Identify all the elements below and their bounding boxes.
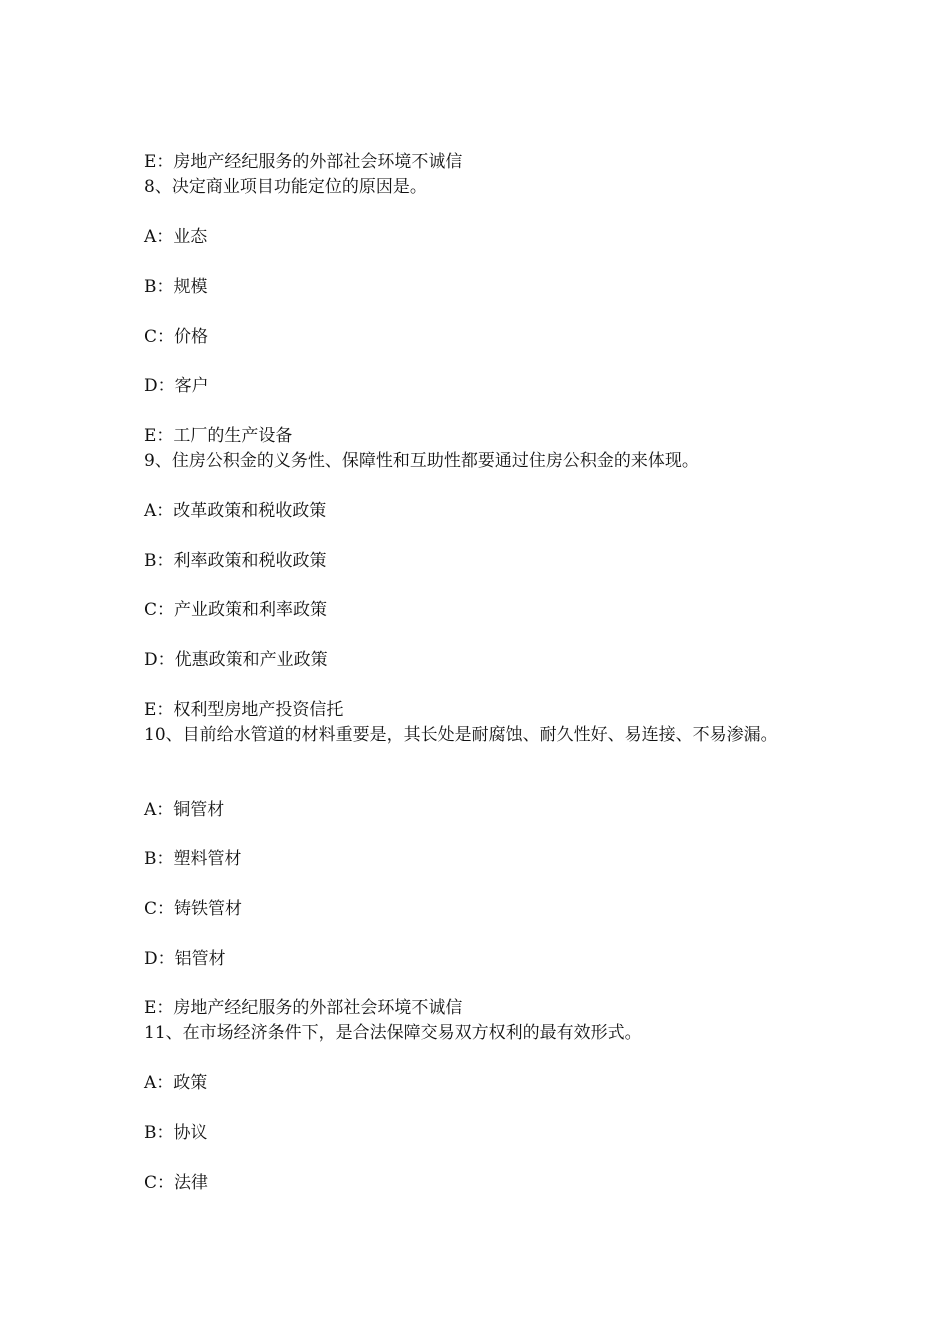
option-b: B：规模 bbox=[144, 277, 208, 297]
option-a: A：铜管材 bbox=[144, 800, 225, 820]
option-e: E：权利型房地产投资信托 bbox=[144, 700, 344, 720]
option-d: D：客户 bbox=[144, 376, 209, 396]
option-a: A：业态 bbox=[144, 227, 208, 247]
option-d: D：优惠政策和产业政策 bbox=[144, 650, 328, 670]
option-b: B：协议 bbox=[144, 1123, 208, 1143]
question-10: 10、目前给水管道的材料重要是，其长处是耐腐蚀、耐久性好、易连接、不易渗漏。 bbox=[144, 725, 778, 745]
option-e: E：房地产经纪服务的外部社会环境不诚信 bbox=[144, 152, 463, 172]
option-a: A：改革政策和税收政策 bbox=[144, 501, 327, 521]
option-c: C：法律 bbox=[144, 1173, 209, 1193]
option-a: A：政策 bbox=[144, 1073, 208, 1093]
option-b: B：利率政策和税收政策 bbox=[144, 551, 327, 571]
question-9: 9、住房公积金的义务性、保障性和互助性都要通过住房公积金的来体现。 bbox=[144, 451, 699, 471]
option-d: D：铝管材 bbox=[144, 949, 226, 969]
option-c: C：价格 bbox=[144, 327, 209, 347]
option-c: C：产业政策和利率政策 bbox=[144, 600, 328, 620]
question-8: 8、决定商业项目功能定位的原因是。 bbox=[144, 177, 427, 197]
option-b: B：塑料管材 bbox=[144, 849, 242, 869]
option-e: E：房地产经纪服务的外部社会环境不诚信 bbox=[144, 998, 463, 1018]
question-11: 11、在市场经济条件下，是合法保障交易双方权利的最有效形式。 bbox=[144, 1023, 642, 1043]
option-e: E：工厂的生产设备 bbox=[144, 426, 293, 446]
option-c: C：铸铁管材 bbox=[144, 899, 243, 919]
